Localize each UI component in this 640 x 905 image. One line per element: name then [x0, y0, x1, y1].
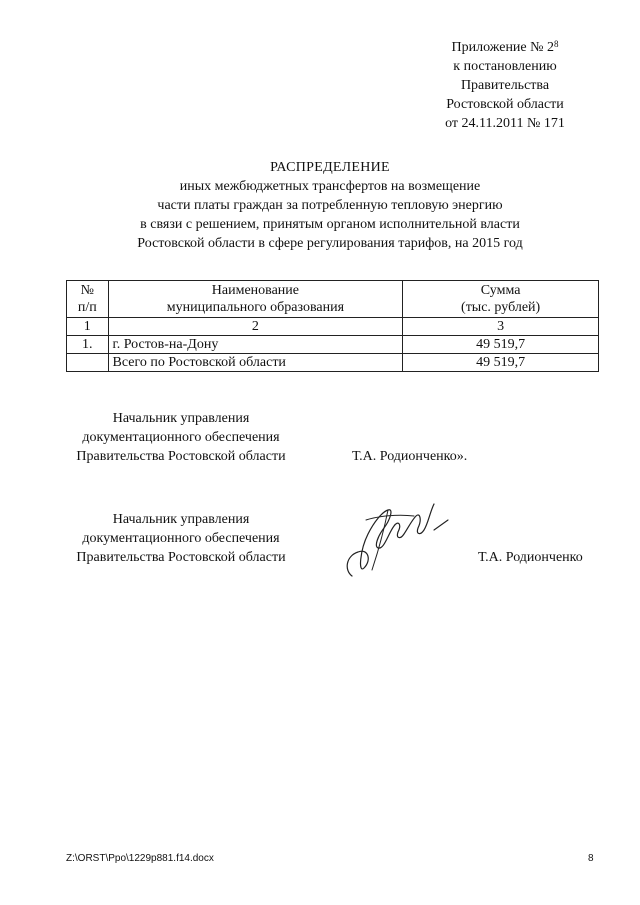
title-line: в связи с решением, принятым органом исполнительной власти	[140, 217, 520, 232]
distribution-table	[66, 280, 599, 372]
header-name-line2: муниципального образования	[166, 300, 345, 315]
title-line: Ростовской области в сфере регулирования тарифов, на 2015 год	[137, 236, 523, 251]
signatory-name: Т.А. Родионченко	[478, 550, 583, 565]
table-header-row	[67, 281, 599, 318]
signature-block-first	[66, 409, 468, 466]
row-municipality: Всего по Ростовской области	[108, 354, 403, 372]
annex-number: Приложение № 2	[451, 40, 554, 55]
index-cell: 2	[108, 318, 403, 336]
index-cell: 1	[67, 318, 109, 336]
index-cell: 3	[403, 318, 599, 336]
row-sum: 49 519,7	[403, 354, 599, 372]
title-line: иных межбюджетных трансфертов на возмещение	[179, 179, 481, 194]
annex-line-government: Правительства	[460, 78, 550, 93]
header-name	[108, 281, 403, 318]
header-number-line2: п/п	[77, 300, 97, 315]
annex-line-date: от 24.11.2011 № 171	[445, 116, 565, 131]
header-number-line1: №	[80, 283, 94, 298]
title-heading: РАСПРЕДЕЛЕНИЕ	[270, 160, 390, 175]
header-number	[67, 281, 109, 318]
position-line: Правительства Ростовской области	[76, 550, 286, 565]
table-index-row	[67, 318, 599, 336]
signatory-name: Т.А. Родионченко».	[352, 449, 468, 464]
signatory-position	[66, 510, 296, 567]
position-line: Начальник управления	[112, 411, 250, 426]
row-sum: 49 519,7	[403, 336, 599, 354]
annex-reference	[420, 38, 590, 133]
position-line: документационного обеспечения	[82, 430, 280, 445]
annex-line-region: Ростовской области	[446, 97, 564, 112]
table-row	[67, 336, 599, 354]
header-name-line1: Наименование	[211, 283, 300, 298]
row-number	[67, 354, 109, 372]
signatory-position	[66, 409, 296, 466]
annex-superscript: 8	[554, 39, 559, 49]
header-sum-line1: Сумма	[480, 283, 521, 298]
header-sum-line2: (тыс. рублей)	[461, 300, 541, 315]
title-line: части платы граждан за потребленную тепловую энергию	[157, 198, 503, 213]
position-line: Начальник управления	[112, 512, 250, 527]
position-line: документационного обеспечения	[82, 531, 280, 546]
document-title	[100, 158, 560, 253]
footer-file-path: Z:\ORST\Ppo\1229p881.f14.docx	[66, 853, 214, 864]
row-municipality: г. Ростов-на-Дону	[108, 336, 403, 354]
annex-title	[420, 38, 590, 57]
footer-page-number: 8	[588, 853, 594, 864]
handwritten-signature	[338, 490, 458, 590]
signature-block-second	[66, 510, 583, 567]
row-number: 1.	[67, 336, 109, 354]
table-total-row	[67, 354, 599, 372]
header-sum	[403, 281, 599, 318]
position-line: Правительства Ростовской области	[76, 449, 286, 464]
annex-line-decree: к постановлению	[453, 59, 557, 74]
